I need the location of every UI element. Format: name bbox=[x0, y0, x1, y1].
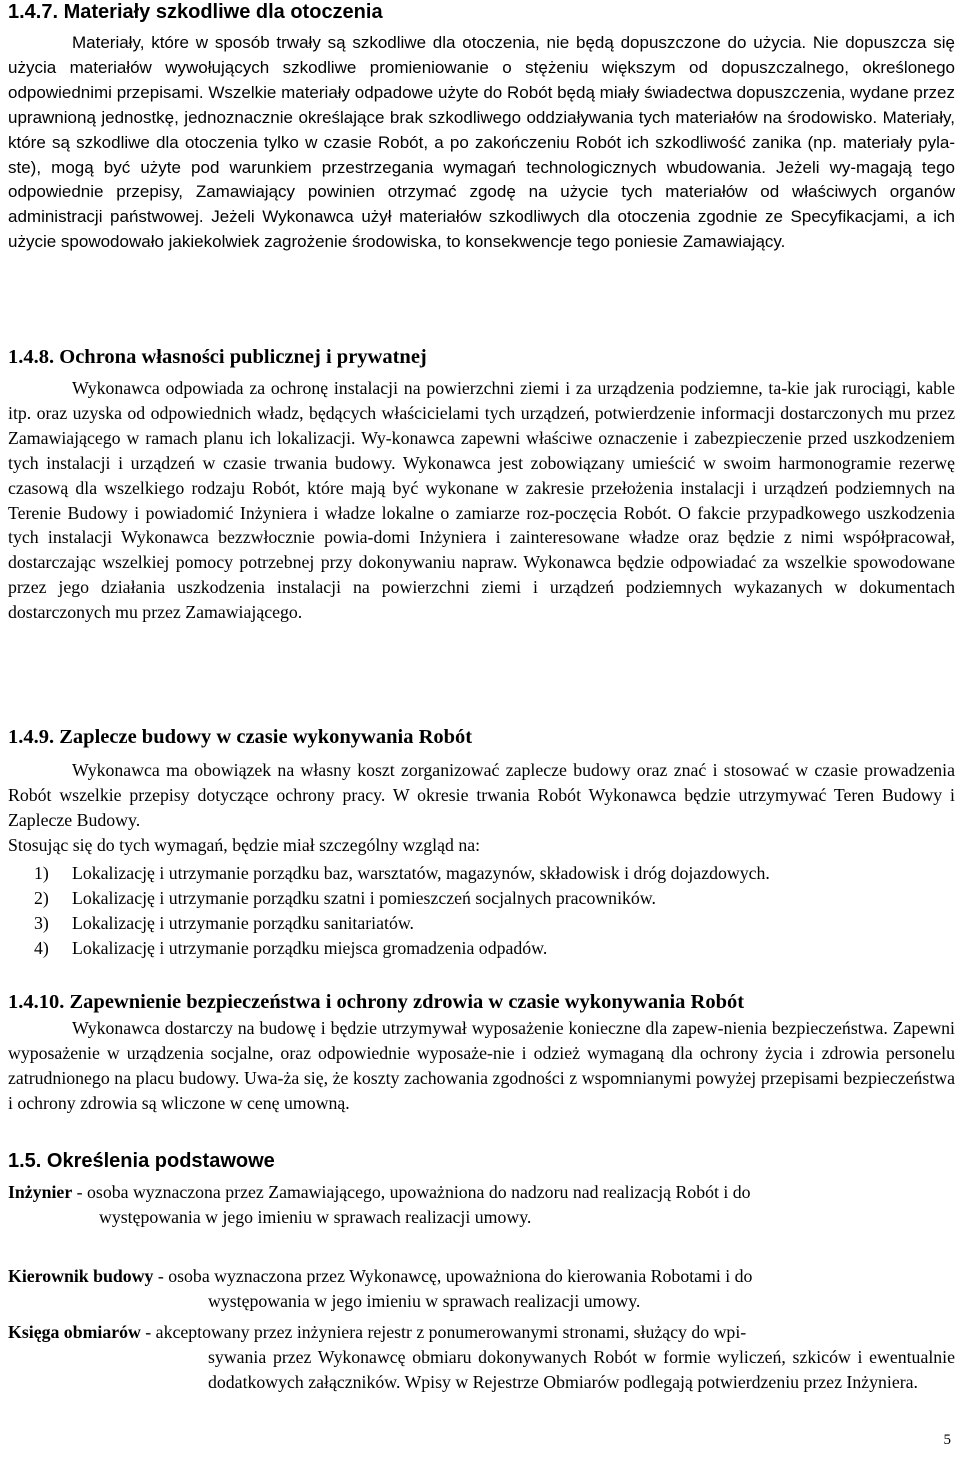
definition-continuation: występowania w jego imieniu w sprawach realizacji umowy. bbox=[99, 1207, 532, 1227]
requirements-intro: Stosując się do tych wymagań, będzie miał szczególny wzgląd na: bbox=[8, 835, 481, 855]
section-body-1-4-9: Wykonawca ma obowiązek na własny koszt zorganizować zaplecze budowy oraz znać i stosować w czasie prowadzenia Robót wszelkie przepisy dotyczące ochrony pracy. W okresie trwania Robót Wykonawca będzie utrzymywać Teren Budowy i Zaplecze Budowy. bbox=[8, 760, 955, 830]
definition-text: - akceptowany przez inżyniera rejestr z ponumerowanymi stronami, służący do wpi- bbox=[140, 1322, 747, 1342]
list-item: 4) Lokalizację i utrzymanie porządku miejsca gromadzenia odpadów. bbox=[34, 938, 548, 958]
section-heading-1-4-9: 1.4.9. Zaplecze budowy w czasie wykonywania Robót bbox=[8, 726, 473, 748]
definition-inzynier bbox=[8, 1180, 955, 1230]
section-heading-1-4-10: 1.4.10. Zapewnienie bezpieczeństwa i ochrony zdrowia w czasie wykonywania Robót bbox=[8, 991, 745, 1013]
definition-term: Kierownik budowy bbox=[8, 1266, 154, 1286]
page-number: 5 bbox=[943, 1432, 951, 1448]
section-heading-1-4-8: 1.4.8. Ochrona własności publicznej i prywatnej bbox=[8, 346, 427, 368]
section-body-1-4-8: Wykonawca odpowiada za ochronę instalacji na powierzchni ziemi i za urządzenia podziemne, ta-kie jak rurociągi, kable itp. oraz uzyska od odpowiednich władz, będących właścicielami tych urządzeń, potwierdzenie informacji dostarczonych mu przez Zamawiającego w ramach planu ich lokalizacji. Wy-konawca zapewni właściwe oznaczenie i zabezpieczenie przed uszkodzeniem tych instalacji i urządzeń w czasie trwania budowy. Wykonawca jest zobowiązany umieścić w swoim harmonogramie rezerwę czasową dla wszelkiego rodzaju Robót, które mają być wykonane w zakresie przełożenia instalacji i urządzeń podziemnych na Terenie Budowy i powiadomić Inżyniera i władze lokalne o zamiarze roz-poczęcia Robót. O fakcie przypadkowego uszkodzenia tych instalacji Wykonawca bezzwłocznie powia-domi Inżyniera i zainteresowane władze oraz będzie z nimi współpracował, dostarczając wszelkiej pomocy potrzebnej przy dokonywaniu napraw. Wykonawca będzie odpowiadać za wszelkie spowodowane przez jego działania uszkodzenia instalacji na powierzchni ziemi i urządzeń podziemnych wykazanych w dokumentach dostarczonych mu przez Zamawiającego. bbox=[8, 378, 955, 623]
list-item: 2) Lokalizację i utrzymanie porządku szatni i pomieszczeń socjalnych pracowników. bbox=[34, 888, 656, 908]
definition-ksiega-obmiarow bbox=[8, 1320, 955, 1395]
section-heading-1-4-7: 1.4.7. Materiały szkodliwe dla otoczenia bbox=[8, 1, 383, 23]
definition-continuation: sywania przez Wykonawcę obmiaru dokonywanych Robót w formie wyliczeń, szkiców i ewentualnie dodatkowych załączników. Wpisy w Rejestrze Obmiarów podlegają potwierdzeniu przez Inżyniera. bbox=[208, 1347, 955, 1392]
definition-term: Księga obmiarów bbox=[8, 1322, 141, 1342]
definition-kierownik-budowy bbox=[8, 1264, 955, 1314]
requirements-list bbox=[8, 861, 955, 961]
definition-term: Inżynier bbox=[8, 1182, 73, 1202]
section-heading-1-5: 1.5. Określenia podstawowe bbox=[8, 1150, 275, 1172]
section-body-1-4-10: Wykonawca dostarczy na budowę i będzie utrzymywał wyposażenie konieczne dla zapew-nienia bezpieczeństwa. Zapewni wyposażenie w urządzenia socjalne, oraz odpowiednie wyposaże-nie i odzież wymaganą dla ochrony życia i zdrowia personelu zatrudnionego na placu budowy. Uwa-ża się, że koszty zachowania zgodności z wspomnianymi powyżej przepisami bezpieczeństwa i ochrony zdrowia są wliczone w cenę umowną. bbox=[8, 1018, 955, 1113]
definition-text: - osoba wyznaczona przez Zamawiającego, upoważniona do nadzoru nad realizacją Robót i do bbox=[72, 1182, 751, 1202]
definition-text: - osoba wyznaczona przez Wykonawcę, upoważniona do kierowania Robotami i do bbox=[153, 1266, 753, 1286]
list-item: 3) Lokalizację i utrzymanie porządku sanitariatów. bbox=[34, 913, 414, 933]
definition-continuation: występowania w jego imieniu w sprawach realizacji umowy. bbox=[208, 1291, 641, 1311]
section-body-1-4-7: Materiały, które w sposób trwały są szkodliwe dla otoczenia, nie będą dopuszczone do użycia. Nie dopuszcza się użycia materiałów wywołujących szkodliwe promieniowanie o stężeniu większym od dopuszczalnego, określonego odpowiednimi przepisami. Wszelkie materiały odpadowe użyte do Robót będą miały świadectwa dopuszczenia, wydane przez uprawnioną jednostkę, jednoznacznie określające brak szkodliwego oddziaływania tych materiałów na środowisko. Materiały, które są szkodliwe dla otoczenia tylko w czasie Robót, a po zakończeniu Robót ich szkodliwość zanika (np. materiały pyla-ste), mogą być użyte pod warunkiem przestrzegania wymagań technologicznych wbudowania. Jeżeli wy-magają tego odpowiednie przepisy, Zamawiający powinien otrzymać zgodę na użycie tych materiałów od właściwych organów administracji państwowej. Jeżeli Wykonawca użył materiałów szkodliwych dla otoczenia zgodnie ze Specyfikacjami, a ich użycie spowodowało jakiekolwiek zagrożenie środowiska, to konsekwencje tego poniesie Zamawiający. bbox=[8, 33, 955, 252]
list-item: 1) Lokalizację i utrzymanie porządku baz, warsztatów, magazynów, składowisk i dróg dojazdowych. bbox=[34, 863, 770, 883]
